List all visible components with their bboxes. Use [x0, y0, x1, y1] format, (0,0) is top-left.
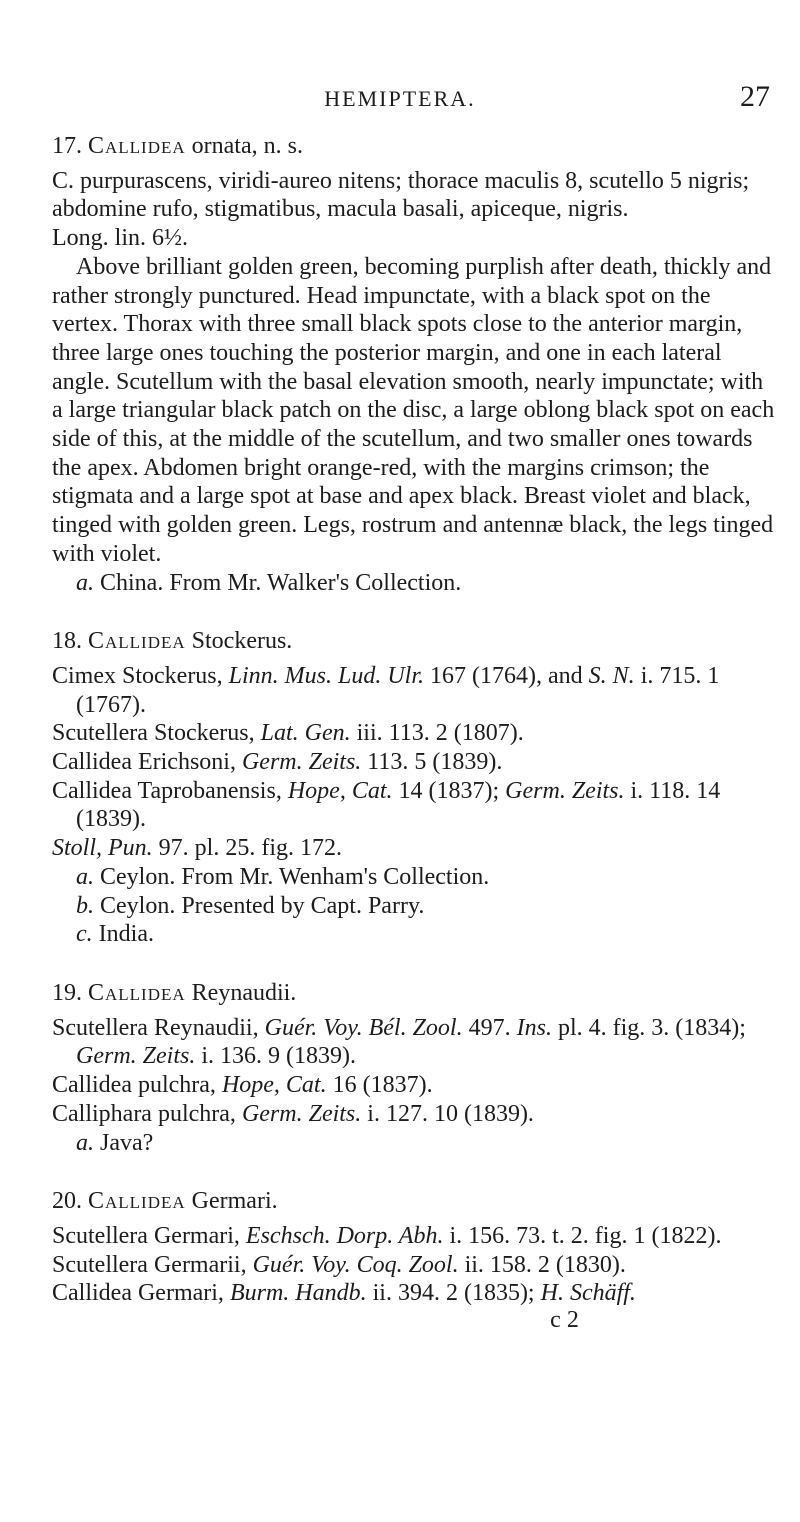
page-number: 27	[740, 80, 770, 113]
synonym-rest: 97. pl. 25. fig. 172.	[158, 835, 342, 862]
synonym-rest: i. 136. 9 (1839).	[201, 1043, 356, 1070]
synonym-line	[52, 1251, 777, 1280]
synonym-name: Callidea Germari,	[52, 1280, 224, 1307]
entry-heading	[52, 132, 777, 161]
synonym-ref: Linn. Mus. Lud. Ulr.	[228, 662, 425, 689]
specimen-letter: a.	[76, 863, 94, 890]
synonym-rest: 14 (1837);	[398, 777, 500, 804]
synonym-ref: Hope, Cat.	[221, 1072, 327, 1099]
specimen-letter: c.	[76, 921, 93, 948]
running-head	[0, 78, 800, 118]
synonym-line	[52, 1222, 777, 1251]
species-name: ornata, n. s.	[191, 133, 303, 159]
synonym-ref: Lat. Gen.	[260, 720, 351, 747]
synonym-line	[52, 777, 777, 834]
genus-name: Callidea	[88, 1188, 186, 1215]
synonym-rest: ii. 394. 2 (1835);	[372, 1280, 535, 1307]
species-entry-18	[52, 627, 777, 949]
species-name: Germari.	[191, 1188, 278, 1215]
synonym-ref: Stoll, Pun.	[52, 835, 153, 862]
latin-diagnosis: C. purpurascens, viridi-aureo nitens; thorace maculis 8, scutello 5 nigris; abdomine rufo, stigmatibus, macula basali, apiceque, nigris.	[52, 167, 750, 223]
synonym-name: Cimex Stockerus,	[52, 662, 223, 689]
species-entry-19	[52, 979, 777, 1157]
synonym-ref: Germ. Zeits.	[241, 1100, 362, 1127]
synonym-ref: Eschsch. Dorp. Abh.	[245, 1222, 444, 1249]
entry-number: 18.	[52, 628, 82, 655]
genus-name: Callidea	[88, 628, 186, 655]
specimen-text: Java?	[100, 1129, 154, 1156]
genus-name: Callidea	[88, 979, 186, 1006]
synonym-line	[52, 1100, 777, 1129]
synonym-line	[52, 662, 777, 719]
synonym-name: Callidea Erichsoni,	[52, 749, 236, 776]
species-entry-17	[52, 132, 777, 597]
synonym-ref: Guér. Voy. Coq. Zool.	[252, 1251, 459, 1278]
synonym-rest: 497.	[468, 1014, 511, 1041]
entry-number: 17.	[52, 133, 82, 159]
synonym-name: Callidea Taprobanensis,	[52, 777, 282, 804]
synonym-name: Scutellera Reynaudii,	[52, 1014, 259, 1041]
synonym-line	[52, 1279, 777, 1308]
page-content	[52, 132, 777, 1332]
specimen-text: Ceylon. From Mr. Wenham's Collection.	[100, 863, 490, 890]
synonym-name: Calliphara pulchra,	[52, 1100, 236, 1127]
synonym-line	[52, 834, 777, 863]
description: Above brilliant golden green, becoming purplish after death, thickly and rather strongly punctured. Head impunctate, with a black spot on the vertex. Thorax with three small black spots close to the anterior margin, three large ones touching the posterior margin, and one in each lateral angle. Scutellum with the basal elevation smooth, nearly impunctate; with a large triangular black patch on the disc, a large oblong black spot on each side of this, at the middle of the scutellum, and two smaller ones towards the apex. Abdomen bright orange-red, with the margins crimson; the stigmata and a large spot at base and apex black. Breast violet and black, tinged with golden green. Legs, rostrum and antennæ black, the legs tinged with violet.	[52, 253, 775, 567]
entry-heading	[52, 627, 777, 656]
specimen-letter: b.	[76, 892, 94, 919]
synonym-rest2: i. 118. 14 (1839).	[76, 777, 721, 833]
synonym-ref: Germ. Zeits.	[76, 1043, 196, 1070]
synonym-rest: i. 156. 73. t. 2. fig. 1 (1822).	[449, 1222, 722, 1249]
specimen-line	[52, 863, 777, 892]
synonym-ref: Germ. Zeits.	[241, 749, 362, 776]
entry-number: 19.	[52, 979, 82, 1006]
synonym-rest: i. 127. 10 (1839).	[367, 1100, 534, 1127]
synonym-line	[52, 748, 777, 777]
synonym-line	[52, 719, 777, 748]
running-title: HEMIPTERA.	[324, 86, 476, 111]
synonym-ref2: S. N.	[588, 662, 635, 689]
synonym-ref2: H. Schäff.	[540, 1280, 636, 1307]
synonym-rest: iii. 113. 2 (1807).	[356, 720, 524, 747]
specimen-letter: a.	[76, 1129, 94, 1156]
synonym-ref2: Ins.	[516, 1014, 552, 1041]
synonym-rest2: i. 715. 1 (1767).	[76, 662, 720, 718]
species-entry-20	[52, 1187, 777, 1332]
species-name: Stockerus.	[191, 628, 293, 655]
synonym-ref: Guér. Voy. Bél. Zool.	[264, 1014, 463, 1041]
synonym-rest: 167 (1764), and	[430, 662, 583, 689]
entry-heading	[52, 979, 777, 1008]
synonym-rest: ii. 158. 2 (1830).	[464, 1251, 626, 1278]
entry-heading	[52, 1187, 777, 1216]
synonym-name: Scutellera Stockerus,	[52, 720, 255, 747]
specimen-text: Ceylon. Presented by Capt. Parry.	[100, 892, 425, 919]
synonym-ref: Burm. Handb.	[229, 1280, 367, 1307]
entry-number: 20.	[52, 1188, 82, 1215]
specimen-text: India.	[98, 921, 154, 948]
synonym-rest2: pl. 4. fig. 3. (1834);	[557, 1014, 746, 1041]
specimen-text: China. From Mr. Walker's Collection.	[100, 569, 462, 596]
species-name: Reynaudii.	[191, 979, 297, 1006]
synonym-line	[52, 1071, 777, 1100]
synonym-name: Scutellera Germarii,	[52, 1251, 247, 1278]
synonym-line	[52, 1014, 777, 1071]
length-measure: Long. lin. 6½.	[52, 225, 188, 252]
genus-name: Callidea	[88, 133, 186, 159]
synonym-name: Callidea pulchra,	[52, 1072, 216, 1099]
signature-mark: c 2	[550, 1307, 579, 1334]
specimen-line	[52, 1129, 777, 1158]
specimen-letter: a.	[76, 569, 94, 596]
specimen-line	[52, 569, 777, 598]
synonym-rest: 113. 5 (1839).	[367, 749, 503, 776]
specimen-line	[52, 920, 777, 949]
synonym-name: Scutellera Germari,	[52, 1222, 240, 1249]
synonym-ref2: Germ. Zeits.	[505, 777, 625, 804]
synonym-ref: Hope, Cat.	[287, 777, 393, 804]
synonym-rest: 16 (1837).	[332, 1072, 433, 1099]
specimen-line	[52, 892, 777, 921]
